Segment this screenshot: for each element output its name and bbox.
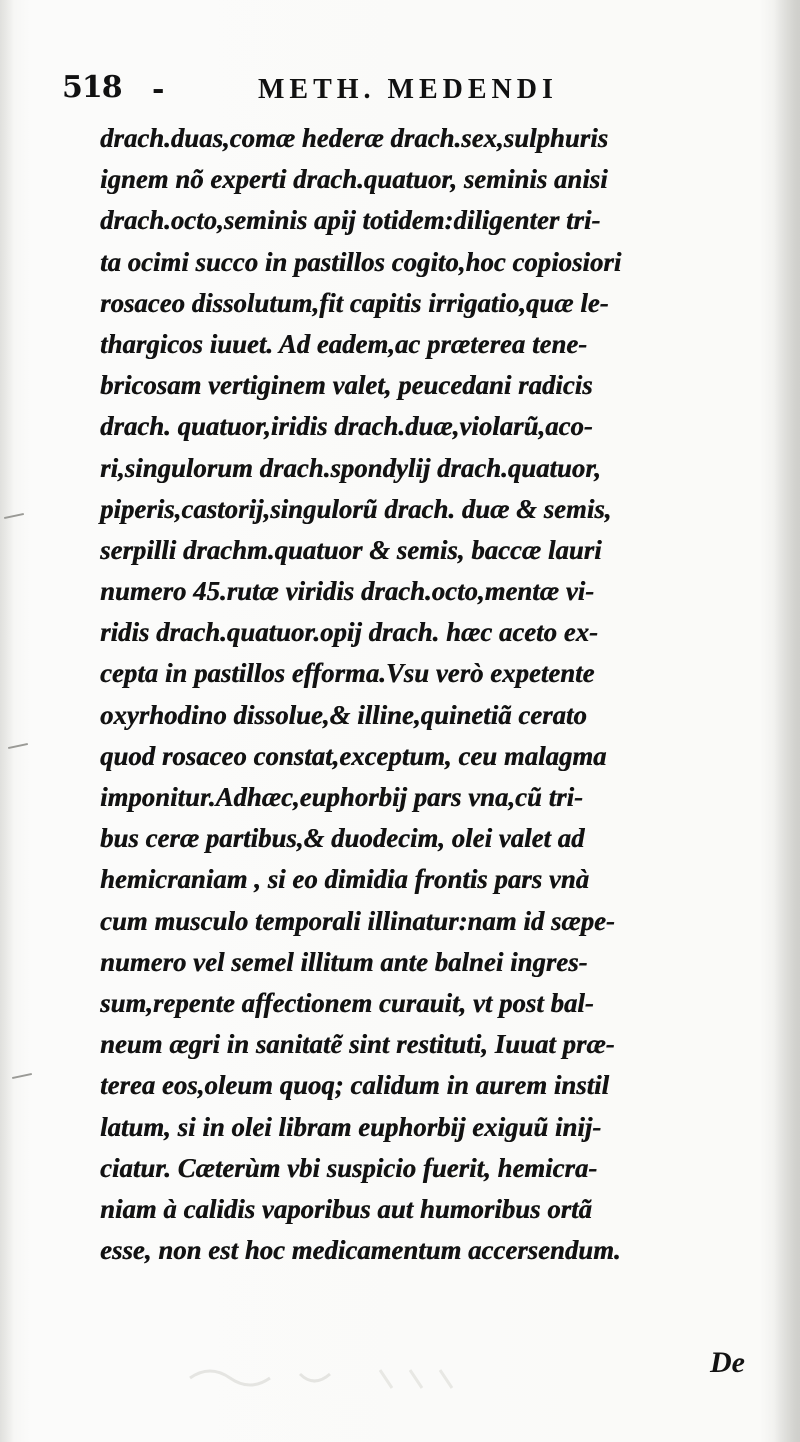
text-line: drach.duas,comæ hederæ drach.sex,sulphuris [100,123,609,153]
bleed-through-marks [180,1356,540,1396]
text-line: drach.octo,seminis apij totidem:diligenter tri- [100,205,601,236]
text-line: niam à calidis vaporibus aut humoribus ortã [100,1193,592,1224]
text-line: ridis drach.quatuor.opij drach. hæc aceto ex- [100,617,598,648]
text-line: oxyrhodino dissolue,& illine,quinetiã cerato [100,699,587,730]
text-line: bus ceræ partibus,& duodecim, olei valet ad [100,823,585,854]
body-text [100,118,760,1271]
running-head-dash: - [152,72,165,107]
text-line: bricosam vertiginem valet, peucedani radicis [100,370,593,401]
text-line: serpilli drachm.quatuor & semis, baccæ lauri [100,534,602,565]
text-line: ignem nõ experti drach.quatuor, seminis anisi [100,164,608,195]
text-line: ta ocimi succo in pastillos cogito,hoc copiosiori [100,246,622,277]
text-line: quod rosaceo constat,exceptum, ceu malagma [100,740,607,771]
scan-edge-shadow-left [0,0,14,1442]
text-line: sum,repente affectionem curauit, vt post bal- [100,987,594,1018]
text-line: terea eos,oleum quoq; calidum in aurem instil [100,1070,610,1101]
text-line: imponitur.Adhæc,euphorbij pars vna,cũ tri- [100,782,583,812]
text-line: neum ægri in sanitatẽ sint restituti, Iuuat præ- [100,1029,615,1060]
text-line: ciatur. Cæterùm vbi suspicio fuerit, hemicra- [100,1152,598,1183]
text-line: cepta in pastillos efforma.Vsu verò expetente [100,658,595,689]
page-number: 518 [62,70,122,105]
text-line: drach. quatuor,iridis drach.duæ,violarũ,aco- [100,411,593,442]
text-line: ri,singulorum drach.spondylij drach.quatuor, [100,452,601,483]
text-line: cum musculo temporali illinatur:nam id sæpe- [100,905,615,936]
text-line: esse, non est hoc medicamentum accersendum. [100,1235,621,1266]
scan-edge-shadow-right [774,0,800,1442]
text-line: numero vel semel illitum ante balnei ingres- [100,946,588,977]
catchword: De [710,1346,745,1379]
text-line: latum, si in olei libram euphorbij exiguũ inij- [100,1111,602,1142]
text-line: rosaceo dissolutum,fit capitis irrigatio,quæ le- [100,287,609,318]
text-line: numero 45.rutæ viridis drach.octo,mentæ vi- [100,576,595,607]
running-head [60,62,700,112]
text-line: thargicos iuuet. Ad eadem,ac præterea tene- [100,328,588,359]
text-line: hemicraniam , si eo dimidia frontis pars vnà [100,864,590,895]
margin-mark [12,1073,32,1079]
running-title: METH. MEDENDI [258,74,558,105]
bleed-through-smudge [180,1356,540,1396]
text-line: piperis,castorij,singulorũ drach. duæ & semis, [100,493,612,524]
